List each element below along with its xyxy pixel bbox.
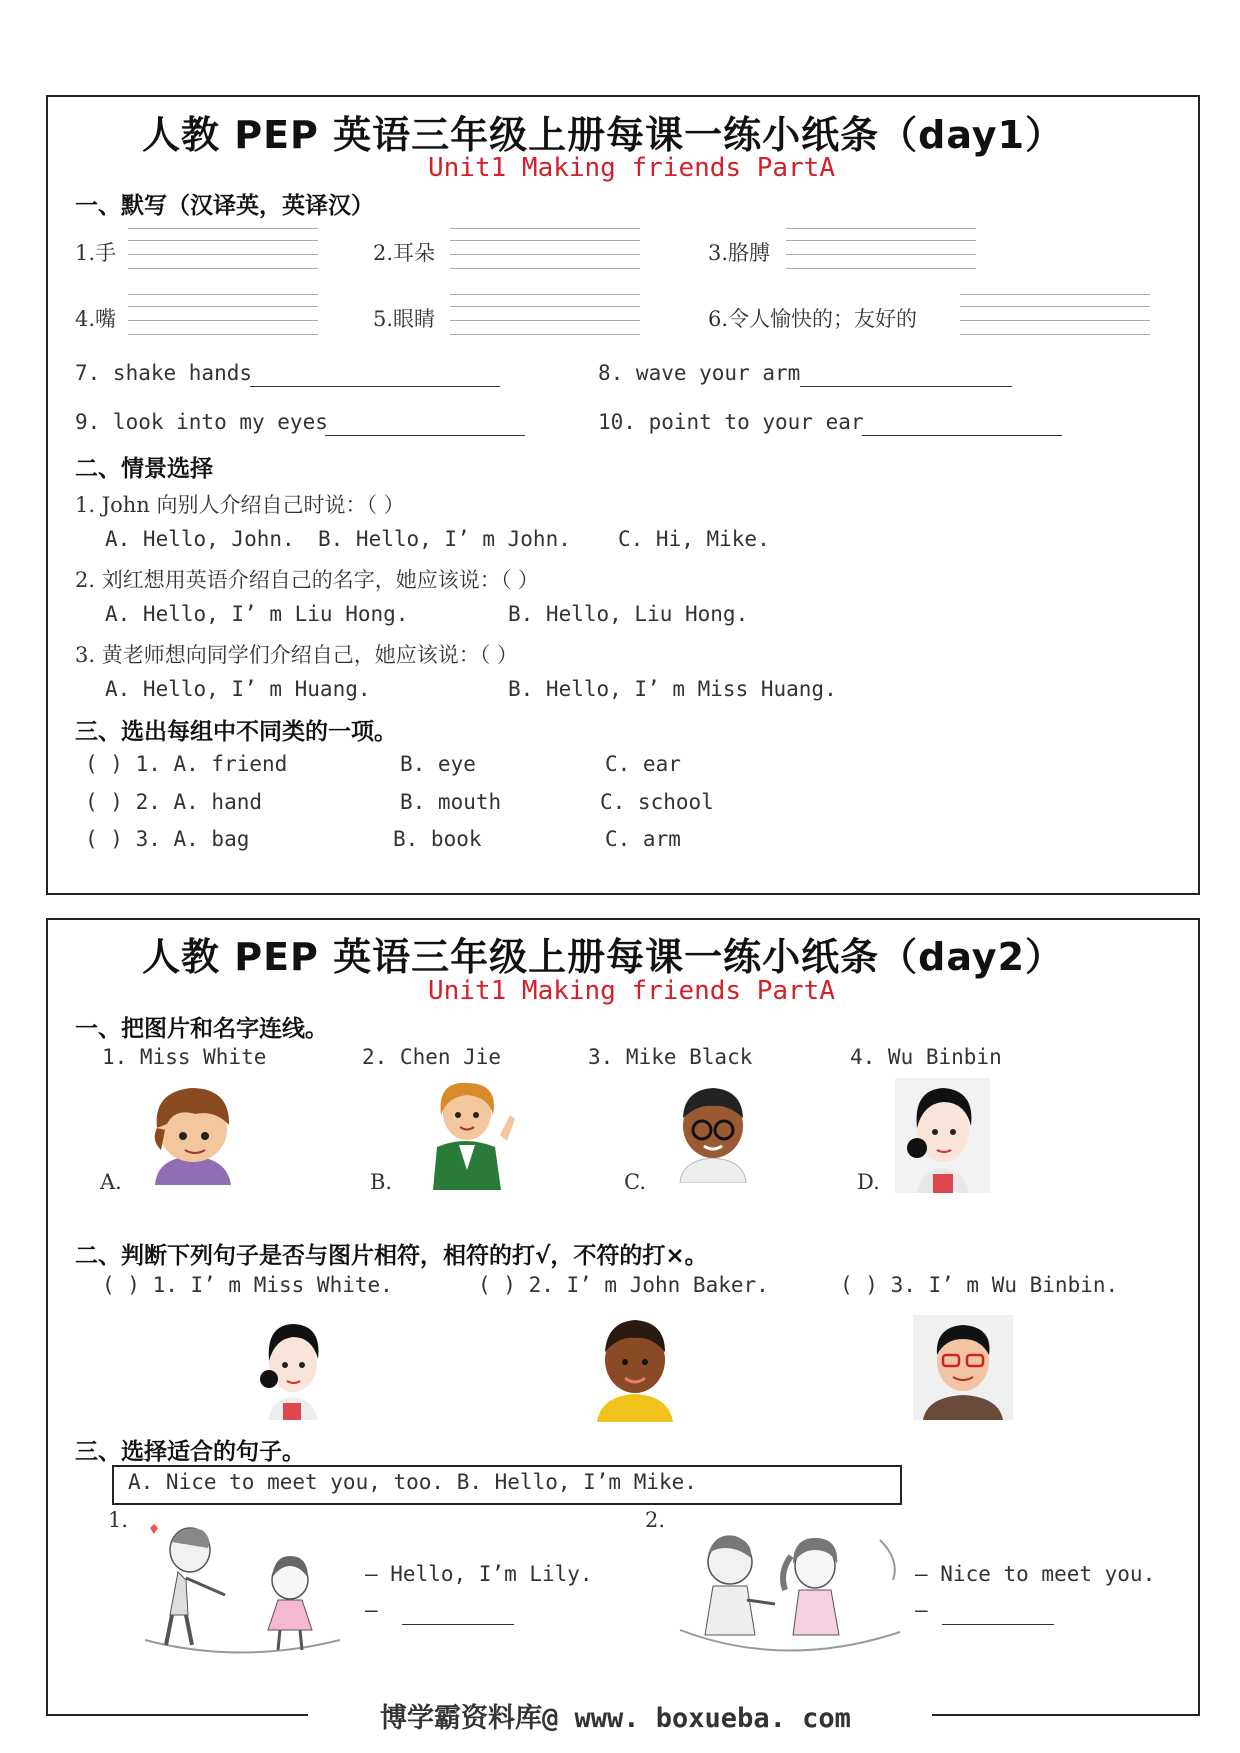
match-name-1: 1. Miss White bbox=[102, 1045, 267, 1069]
judge-item-3[interactable]: ( ) 3. I’ m Wu Binbin. bbox=[840, 1273, 1119, 1297]
dialogue-dash-2: — bbox=[915, 1598, 928, 1622]
day2-section2-heading: 二、判断下列句子是否与图片相符，相符的打√，不符的打×。 bbox=[75, 1243, 708, 1269]
judge-item-2[interactable]: ( ) 2. I’ m John Baker. bbox=[478, 1273, 769, 1297]
picture-letter-a: A. bbox=[100, 1170, 122, 1194]
boy-girl-meeting-picture-2 bbox=[675, 1520, 905, 1655]
dialogue-answer-blank-2[interactable] bbox=[942, 1600, 1054, 1625]
girl-judge-picture bbox=[250, 1315, 335, 1420]
q3-option-b[interactable]: B. Hello, I’ m Miss Huang. bbox=[508, 677, 837, 701]
man-glasses-judge-picture bbox=[913, 1315, 1013, 1420]
answer-blank-7[interactable] bbox=[250, 362, 500, 387]
odd-one-out-row-2-b: B. mouth bbox=[400, 790, 502, 814]
answer-blank-10[interactable] bbox=[862, 411, 1062, 436]
dictation-item-2: 2.耳朵 bbox=[373, 241, 436, 265]
odd-one-out-row-3-c: C. arm bbox=[605, 827, 681, 851]
match-name-2: 2. Chen Jie bbox=[362, 1045, 502, 1069]
day1-section1-heading: 一、默写（汉译英，英译汉） bbox=[75, 193, 374, 219]
dialogue-dash-1: — bbox=[365, 1598, 378, 1622]
phrase-9: 9. look into my eyes bbox=[75, 410, 328, 434]
odd-one-out-row-3[interactable]: ( ) 3. A. bag bbox=[85, 827, 250, 851]
picture-letter-b: B. bbox=[370, 1170, 393, 1194]
day1-subtitle: Unit1 Making friends PartA bbox=[428, 153, 835, 183]
answer-blank-8[interactable] bbox=[800, 362, 1012, 387]
boy-girl-meeting-picture-1 bbox=[140, 1520, 345, 1655]
boy-judge-picture bbox=[585, 1312, 685, 1422]
dictation-item-3: 3.胳膊 bbox=[708, 241, 771, 265]
dictation-item-1: 1.手 bbox=[75, 241, 117, 265]
boy-glasses-picture[interactable] bbox=[668, 1078, 758, 1183]
dialogue-number-1: 1. bbox=[108, 1508, 129, 1532]
odd-one-out-row-1-b: B. eye bbox=[400, 752, 476, 776]
boy-brown-hair-picture[interactable] bbox=[145, 1080, 240, 1185]
judge-item-1[interactable]: ( ) 1. I’ m Miss White. bbox=[102, 1273, 393, 1297]
day2-section3-heading: 三、选择适合的句子。 bbox=[75, 1439, 305, 1465]
q2-option-a[interactable]: A. Hello, I’ m Liu Hong. bbox=[105, 602, 409, 626]
picture-letter-d: D. bbox=[857, 1170, 880, 1194]
dialogue-line-2: — Nice to meet you. bbox=[915, 1562, 1156, 1586]
odd-one-out-row-1-c: C. ear bbox=[605, 752, 681, 776]
day1-title: 人教 PEP 英语三年级上册每课一练小纸条（day1） bbox=[142, 113, 1065, 157]
situation-question-1: 1. John 向别人介绍自己时说：（ ） bbox=[75, 493, 405, 517]
situation-question-2: 2. 刘红想用英语介绍自己的名字，她应该说：（ ） bbox=[75, 568, 539, 592]
footer-watermark: 博学霸资料库@ www. boxueba. com bbox=[380, 1703, 851, 1734]
footer-rule-left bbox=[46, 1714, 308, 1716]
options-text: A. Nice to meet you, too. B. Hello, I’m Mike. bbox=[128, 1470, 697, 1494]
day2-section1-heading: 一、把图片和名字连线。 bbox=[75, 1016, 328, 1042]
q1-option-b[interactable]: B. Hello, I’ m John. bbox=[318, 527, 571, 551]
phrase-10: 10. point to your ear bbox=[598, 410, 864, 434]
situation-question-3: 3. 黄老师想向同学们介绍自己，她应该说：（ ） bbox=[75, 643, 518, 667]
match-name-4: 4. Wu Binbin bbox=[850, 1045, 1002, 1069]
dialogue-line-1: — Hello, I’m Lily. bbox=[365, 1562, 593, 1586]
q3-option-a[interactable]: A. Hello, I’ m Huang. bbox=[105, 677, 371, 701]
phrase-8: 8. wave your arm bbox=[598, 361, 801, 385]
odd-one-out-row-2[interactable]: ( ) 2. A. hand bbox=[85, 790, 263, 814]
match-name-3: 3. Mike Black bbox=[588, 1045, 753, 1069]
day2-title: 人教 PEP 英语三年级上册每课一练小纸条（day2） bbox=[142, 935, 1065, 979]
q1-option-a[interactable]: A. Hello, John. bbox=[105, 527, 295, 551]
day1-section3-heading: 三、选出每组中不同类的一项。 bbox=[75, 719, 397, 745]
day2-subtitle: Unit1 Making friends PartA bbox=[428, 976, 835, 1006]
phrase-7: 7. shake hands bbox=[75, 361, 253, 385]
answer-blank-9[interactable] bbox=[325, 411, 525, 436]
odd-one-out-row-2-c: C. school bbox=[600, 790, 714, 814]
dialogue-answer-blank-1[interactable] bbox=[402, 1600, 514, 1625]
day1-section2-heading: 二、情景选择 bbox=[75, 456, 213, 482]
woman-green-jacket-picture[interactable] bbox=[415, 1075, 520, 1190]
picture-letter-c: C. bbox=[624, 1170, 646, 1194]
footer-rule-right bbox=[932, 1714, 1198, 1716]
dictation-item-5: 5.眼睛 bbox=[373, 307, 436, 331]
q2-option-b[interactable]: B. Hello, Liu Hong. bbox=[508, 602, 749, 626]
q1-option-c[interactable]: C. Hi, Mike. bbox=[618, 527, 770, 551]
dictation-item-6: 6.令人愉快的；友好的 bbox=[708, 307, 918, 331]
odd-one-out-row-3-b: B. book bbox=[393, 827, 482, 851]
dialogue-number-2: 2. bbox=[645, 1508, 666, 1532]
odd-one-out-row-1[interactable]: ( ) 1. A. friend bbox=[85, 752, 288, 776]
dictation-item-4: 4.嘴 bbox=[75, 307, 117, 331]
girl-bun-picture[interactable] bbox=[895, 1078, 990, 1193]
